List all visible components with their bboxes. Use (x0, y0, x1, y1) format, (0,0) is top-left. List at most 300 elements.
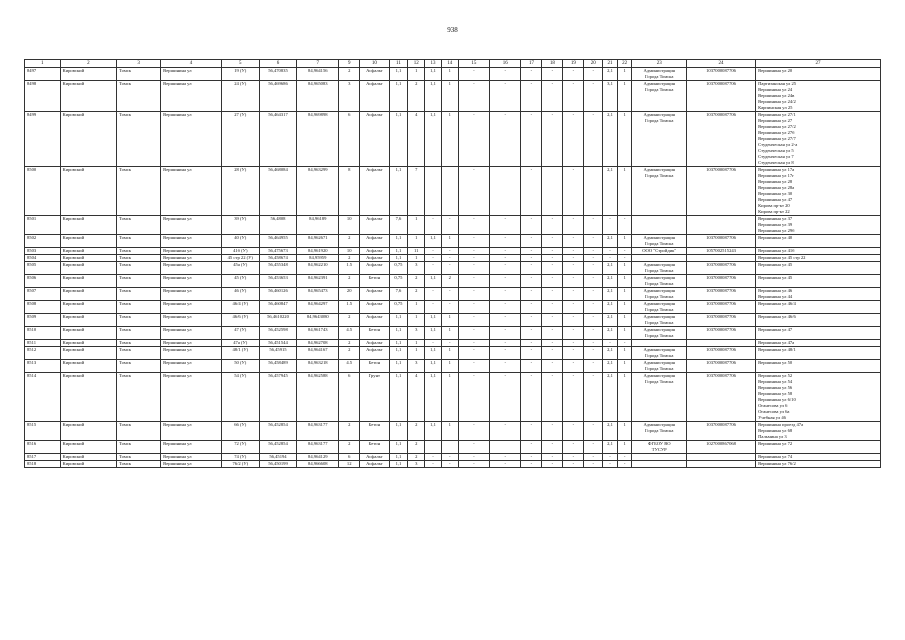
table-row (25, 235, 881, 248)
cell-c14: 1 (441, 314, 458, 327)
cell-org (632, 373, 686, 422)
table-row (25, 454, 881, 461)
cell-c14: 1 (441, 68, 458, 81)
cell-c9: 20 (339, 288, 360, 301)
cell-addresses (756, 360, 881, 373)
table-row (25, 288, 881, 301)
cell-c12: 2 (408, 81, 425, 112)
cell-c20: - (584, 216, 603, 235)
cell-city: Томск (117, 248, 161, 255)
cell-c20: - (584, 255, 603, 262)
cell-c14: 1 (441, 112, 458, 167)
address-line: Вершинина ул 41б (758, 248, 795, 253)
cell-c20 (584, 167, 603, 216)
cell-lon: 84,963177 (297, 422, 339, 441)
address-line: Вершинина ул 45 (758, 262, 793, 267)
cell-c10: Асфальт (360, 288, 389, 301)
cell-c18: - (542, 288, 563, 301)
address-line: Вершинина ул 20 (758, 68, 793, 73)
cell-c22: - (617, 340, 632, 347)
cell-ogrn: 1027000867068 (686, 441, 755, 454)
cell-ogrn: 1057002515243 (686, 248, 755, 255)
org-line: Администрация (643, 301, 675, 306)
cell-c13: - (425, 262, 442, 275)
cell-c22: 1 (617, 275, 632, 288)
org-line: Города Томска (645, 87, 674, 92)
table-row (25, 422, 881, 441)
cell-c9: 6 (339, 112, 360, 167)
cell-lat: 56,450199 (259, 461, 297, 468)
cell-c13 (425, 167, 442, 216)
cell-c15: - (458, 68, 489, 81)
cell-c22: - (617, 248, 632, 255)
cell-c14: - (441, 340, 458, 347)
cell-addresses (756, 81, 881, 112)
cell-c19: - (563, 373, 584, 422)
cell-ogrn: 1037000087706 (686, 360, 755, 373)
cell-c9: 2 (339, 68, 360, 81)
cell-district: Кировский (60, 347, 117, 360)
cell-ogrn (686, 454, 755, 461)
cell-n: 8510 (25, 327, 61, 340)
cell-ogrn: 1037000087706 (686, 373, 755, 422)
cell-c13: - (425, 248, 442, 255)
address-line: Вершинина ул 47 (758, 327, 793, 332)
table-row (25, 327, 881, 340)
cell-addresses (756, 327, 881, 340)
column-header: 5 (221, 60, 259, 68)
column-header: 9 (339, 60, 360, 68)
cell-street: Вершинина ул (161, 81, 222, 112)
cell-c11: 1,1 (389, 461, 408, 468)
org-line: ФГБОУ ВО (647, 441, 671, 446)
cell-c21: - (603, 454, 618, 461)
cell-ogrn: 1037000087706 (686, 275, 755, 288)
cell-c19: - (563, 288, 584, 301)
cell-house: 19 (У) (221, 68, 259, 81)
cell-city: Томск (117, 235, 161, 248)
cell-district: Кировский (60, 255, 117, 262)
cell-c22: 1 (617, 262, 632, 275)
cell-addresses (756, 314, 881, 327)
cell-c9: 6 (339, 454, 360, 461)
cell-addresses (756, 216, 881, 235)
table-row (25, 216, 881, 235)
cell-c14 (441, 441, 458, 454)
address-line: Вершинина ул 45 стр 22 (758, 255, 806, 260)
cell-city: Томск (117, 422, 161, 441)
cell-c19: - (563, 81, 584, 112)
address-line: Вершинина ул 28а (758, 185, 795, 190)
cell-c13: - (425, 340, 442, 347)
cell-street: Вершинина ул (161, 248, 222, 255)
cell-org (632, 347, 686, 360)
address-line: Вершинина ул 40 (758, 235, 793, 240)
cell-c22: 1 (617, 441, 632, 454)
address-line: Пальмина ул 3 (758, 434, 787, 439)
cell-c9: 2 (339, 255, 360, 262)
cell-street: Вершинина ул (161, 327, 222, 340)
cell-n: 8505 (25, 262, 61, 275)
column-header: 15 (458, 60, 489, 68)
org-line: ТУСУР (651, 447, 667, 452)
address-line: Вершинина ул 76/2 (758, 461, 796, 466)
cell-c19: - (563, 112, 584, 167)
cell-c13: - (425, 255, 442, 262)
cell-c10: Асфальт (360, 314, 389, 327)
cell-c12: 3 (408, 461, 425, 468)
cell-c10: Асфальт (360, 235, 389, 248)
cell-c17: - (521, 441, 542, 454)
address-line: Вершинина ул 72 (758, 441, 793, 446)
org-line: Администрация (643, 288, 675, 293)
cell-c21: - (603, 216, 618, 235)
cell-district: Кировский (60, 441, 117, 454)
cell-c9: 1.5 (339, 301, 360, 314)
cell-addresses (756, 454, 881, 461)
cell-org (632, 327, 686, 340)
cell-ogrn: 1037000087706 (686, 112, 755, 167)
column-header: 19 (563, 60, 584, 68)
cell-c12: 2 (408, 288, 425, 301)
cell-c16 (490, 167, 521, 216)
cell-street: Вершинина ул (161, 360, 222, 373)
cell-lon: 84,96189 (297, 216, 339, 235)
cell-org (632, 288, 686, 301)
address-line: Вершинина ул 27б (758, 130, 795, 135)
cell-lon: 84,964156 (297, 68, 339, 81)
cell-district: Кировский (60, 454, 117, 461)
cell-c10: Асфальт (360, 167, 389, 216)
cell-c9: 12 (339, 461, 360, 468)
table-row (25, 340, 881, 347)
address-line: Кирова пр-кт 20 (758, 203, 790, 208)
cell-c10: Асфальт (360, 347, 389, 360)
address-line: Вершинина ул 44 (758, 294, 793, 299)
cell-city: Томск (117, 68, 161, 81)
cell-ogrn: 1037000087706 (686, 288, 755, 301)
cell-c22: 1 (617, 360, 632, 373)
column-header: 21 (603, 60, 618, 68)
cell-district: Кировский (60, 216, 117, 235)
cell-c19: - (563, 248, 584, 255)
column-header: 10 (360, 60, 389, 68)
cell-c20: - (584, 248, 603, 255)
cell-c11: 7,6 (389, 288, 408, 301)
cell-street: Вершинина ул (161, 347, 222, 360)
cell-c22: 1 (617, 81, 632, 112)
org-line: ООО "Стройдик" (642, 248, 677, 253)
address-line: Учебная ул 46 (758, 415, 786, 420)
cell-c15: - (458, 454, 489, 461)
cell-c19: - (563, 360, 584, 373)
cell-lat: 56,45915 (259, 347, 297, 360)
cell-c17: - (521, 255, 542, 262)
address-line: Вершинина ул 45 (758, 275, 793, 280)
cell-c20: - (584, 288, 603, 301)
cell-c19: - (563, 262, 584, 275)
address-line: Карпинская ул 25 (758, 105, 793, 110)
cell-ogrn: 1037000087706 (686, 68, 755, 81)
cell-street: Вершинина ул (161, 262, 222, 275)
cell-city: Томск (117, 340, 161, 347)
cell-c22: 1 (617, 422, 632, 441)
cell-c13 (425, 441, 442, 454)
cell-ogrn (686, 461, 755, 468)
cell-c11: 1,1 (389, 373, 408, 422)
cell-c16: - (490, 262, 521, 275)
cell-c20: - (584, 275, 603, 288)
cell-c14: 1 (441, 422, 458, 441)
cell-c21: - (603, 255, 618, 262)
cell-ogrn: 1037000087706 (686, 167, 755, 216)
cell-c18: - (542, 262, 563, 275)
cell-c22: 1 (617, 347, 632, 360)
cell-c17: - (521, 373, 542, 422)
cell-c22: - (617, 255, 632, 262)
table-row (25, 347, 881, 360)
cell-city: Томск (117, 347, 161, 360)
cell-city: Томск (117, 454, 161, 461)
cell-c11: 1,1 (389, 314, 408, 327)
cell-lat: 56,452598 (259, 327, 297, 340)
cell-c17: - (521, 81, 542, 112)
address-line: Студенческая ул 7 (758, 154, 794, 159)
cell-c12: 7 (408, 167, 425, 216)
cell-c18: - (542, 347, 563, 360)
cell-n: 8509 (25, 314, 61, 327)
org-line: Города Томска (645, 241, 674, 246)
cell-lon: 84,966608 (297, 461, 339, 468)
cell-addresses (756, 262, 881, 275)
org-line: Города Томска (645, 366, 674, 371)
cell-district: Кировский (60, 275, 117, 288)
cell-c20: - (584, 327, 603, 340)
cell-city: Томск (117, 167, 161, 216)
cell-street: Вершинина ул (161, 301, 222, 314)
cell-city: Томск (117, 360, 161, 373)
cell-c9: 2 (339, 275, 360, 288)
address-line: Вершинина ул 74 (758, 454, 793, 459)
cell-c14: - (441, 288, 458, 301)
cell-n: 8511 (25, 340, 61, 347)
cell-c21: 2,1 (603, 360, 618, 373)
column-header: 6 (259, 60, 297, 68)
cell-c20: - (584, 68, 603, 81)
cell-c19: - (563, 461, 584, 468)
cell-house: 76/2 (У) (221, 461, 259, 468)
cell-addresses (756, 340, 881, 347)
cell-org (632, 441, 686, 454)
cell-c16: - (490, 454, 521, 461)
cell-c16: - (490, 340, 521, 347)
cell-c12: 1 (408, 314, 425, 327)
cell-street: Вершинина ул (161, 216, 222, 235)
table-row (25, 255, 881, 262)
cell-c13: 1,1 (425, 360, 442, 373)
cell-c17: - (521, 301, 542, 314)
cell-c15: - (458, 255, 489, 262)
org-line: Города Томска (645, 428, 674, 433)
address-line: Оганесова ул 6а (758, 409, 790, 414)
cell-c16: - (490, 327, 521, 340)
cell-c16: - (490, 288, 521, 301)
cell-lon: 84,9643080 (297, 314, 339, 327)
cell-org (632, 314, 686, 327)
cell-c13: - (425, 461, 442, 468)
cell-c22: 1 (617, 314, 632, 327)
cell-c18: - (542, 314, 563, 327)
cell-org (632, 255, 686, 262)
column-header: 14 (441, 60, 458, 68)
cell-n: 8504 (25, 255, 61, 262)
cell-street: Вершинина ул (161, 454, 222, 461)
cell-c21: 3,1 (603, 81, 618, 112)
table-row (25, 68, 881, 81)
cell-street: Вершинина ул (161, 167, 222, 216)
cell-c18: - (542, 248, 563, 255)
cell-addresses (756, 422, 881, 441)
cell-c15: - (458, 340, 489, 347)
cell-lon: 84,961920 (297, 248, 339, 255)
cell-house: 46/4 (У) (221, 301, 259, 314)
cell-n: 8500 (25, 167, 61, 216)
cell-street: Вершинина ул (161, 68, 222, 81)
cell-c9: 6 (339, 373, 360, 422)
registry-table (24, 59, 881, 468)
cell-org (632, 68, 686, 81)
org-line: Города Томска (645, 281, 674, 286)
column-header: 23 (632, 60, 686, 68)
table-row (25, 112, 881, 167)
org-line: Города Томска (645, 118, 674, 123)
cell-ogrn: 1037000087706 (686, 81, 755, 112)
cell-c16: - (490, 347, 521, 360)
cell-c12: 4 (408, 112, 425, 167)
column-header: 13 (425, 60, 442, 68)
cell-c15: - (458, 167, 489, 216)
address-line: Вершинина ул 27 (758, 118, 793, 123)
table-row (25, 360, 881, 373)
cell-addresses (756, 248, 881, 255)
cell-c19: - (563, 422, 584, 441)
cell-c16: - (490, 81, 521, 112)
cell-house: 54 (У) (221, 373, 259, 422)
cell-house: 46 (У) (221, 288, 259, 301)
cell-n: 8501 (25, 216, 61, 235)
cell-c14 (441, 167, 458, 216)
cell-c11: 7,6 (389, 216, 408, 235)
cell-c19: - (563, 255, 584, 262)
cell-c17: - (521, 360, 542, 373)
org-line: Города Томска (645, 268, 674, 273)
cell-c14: - (441, 248, 458, 255)
cell-c17: - (521, 347, 542, 360)
cell-c18: - (542, 422, 563, 441)
cell-c20: - (584, 347, 603, 360)
cell-c16 (490, 441, 521, 454)
cell-c13: - (425, 216, 442, 235)
cell-c11: 1,1 (389, 248, 408, 255)
cell-org (632, 112, 686, 167)
cell-c21: 2,1 (603, 235, 618, 248)
cell-c22: 1 (617, 327, 632, 340)
cell-house: 46/6 (У) (221, 314, 259, 327)
page-number: 938 (447, 26, 458, 34)
cell-c11: 1,1 (389, 340, 408, 347)
cell-c17: - (521, 422, 542, 441)
cell-city: Томск (117, 255, 161, 262)
org-line: Администрация (643, 347, 675, 352)
cell-c13: 1,1 (425, 422, 442, 441)
cell-n: 8506 (25, 275, 61, 288)
cell-c18: - (542, 360, 563, 373)
cell-c21: 2,1 (603, 314, 618, 327)
cell-house: 39 (У) (221, 216, 259, 235)
org-line: Администрация (643, 373, 675, 378)
cell-c21: 2,1 (603, 301, 618, 314)
cell-c15: - (458, 441, 489, 454)
cell-c10: Асфальт (360, 248, 389, 255)
cell-c18: - (542, 255, 563, 262)
address-line: Вершинина ул 47а (758, 340, 795, 345)
cell-c10: Асфальт (360, 68, 389, 81)
cell-city: Томск (117, 275, 161, 288)
cell-house: 40 (У) (221, 235, 259, 248)
cell-c17: - (521, 167, 542, 216)
cell-c22: 1 (617, 235, 632, 248)
cell-c13: 1,1 (425, 275, 442, 288)
cell-c17: - (521, 112, 542, 167)
cell-c11: 1,1 (389, 441, 408, 454)
address-line: Вершинина ул 30 (758, 191, 793, 196)
cell-lat: 56,452854 (259, 441, 297, 454)
cell-district: Кировский (60, 422, 117, 441)
org-line: Города Томска (645, 353, 674, 358)
cell-c14: - (441, 262, 458, 275)
cell-ogrn: 1037000087706 (686, 347, 755, 360)
cell-c22: 1 (617, 373, 632, 422)
cell-c18: - (542, 340, 563, 347)
cell-c12: 4 (408, 373, 425, 422)
cell-c22: 1 (617, 301, 632, 314)
cell-ogrn: 1037000087706 (686, 235, 755, 248)
cell-addresses (756, 235, 881, 248)
cell-c13: - (425, 288, 442, 301)
address-line: Партизанская ул 25 (758, 81, 797, 86)
table-header (25, 60, 881, 68)
cell-c17: - (521, 248, 542, 255)
cell-c15: - (458, 301, 489, 314)
cell-ogrn: 1037000087706 (686, 314, 755, 327)
cell-c21: 2,1 (603, 288, 618, 301)
table-row (25, 461, 881, 468)
cell-c15: - (458, 275, 489, 288)
cell-c15: - (458, 461, 489, 468)
cell-street: Вершинина ул (161, 275, 222, 288)
cell-lat: 56,457945 (259, 373, 297, 422)
column-header: 18 (542, 60, 563, 68)
cell-lat: 56,45194 (259, 454, 297, 461)
cell-c19: - (563, 68, 584, 81)
org-line: Администрация (643, 112, 675, 117)
cell-c22: - (617, 216, 632, 235)
cell-ogrn: 1037000087706 (686, 422, 755, 441)
cell-c19: - (563, 347, 584, 360)
cell-c20: - (584, 301, 603, 314)
cell-c19: - (563, 340, 584, 347)
cell-c9: 8 (339, 167, 360, 216)
